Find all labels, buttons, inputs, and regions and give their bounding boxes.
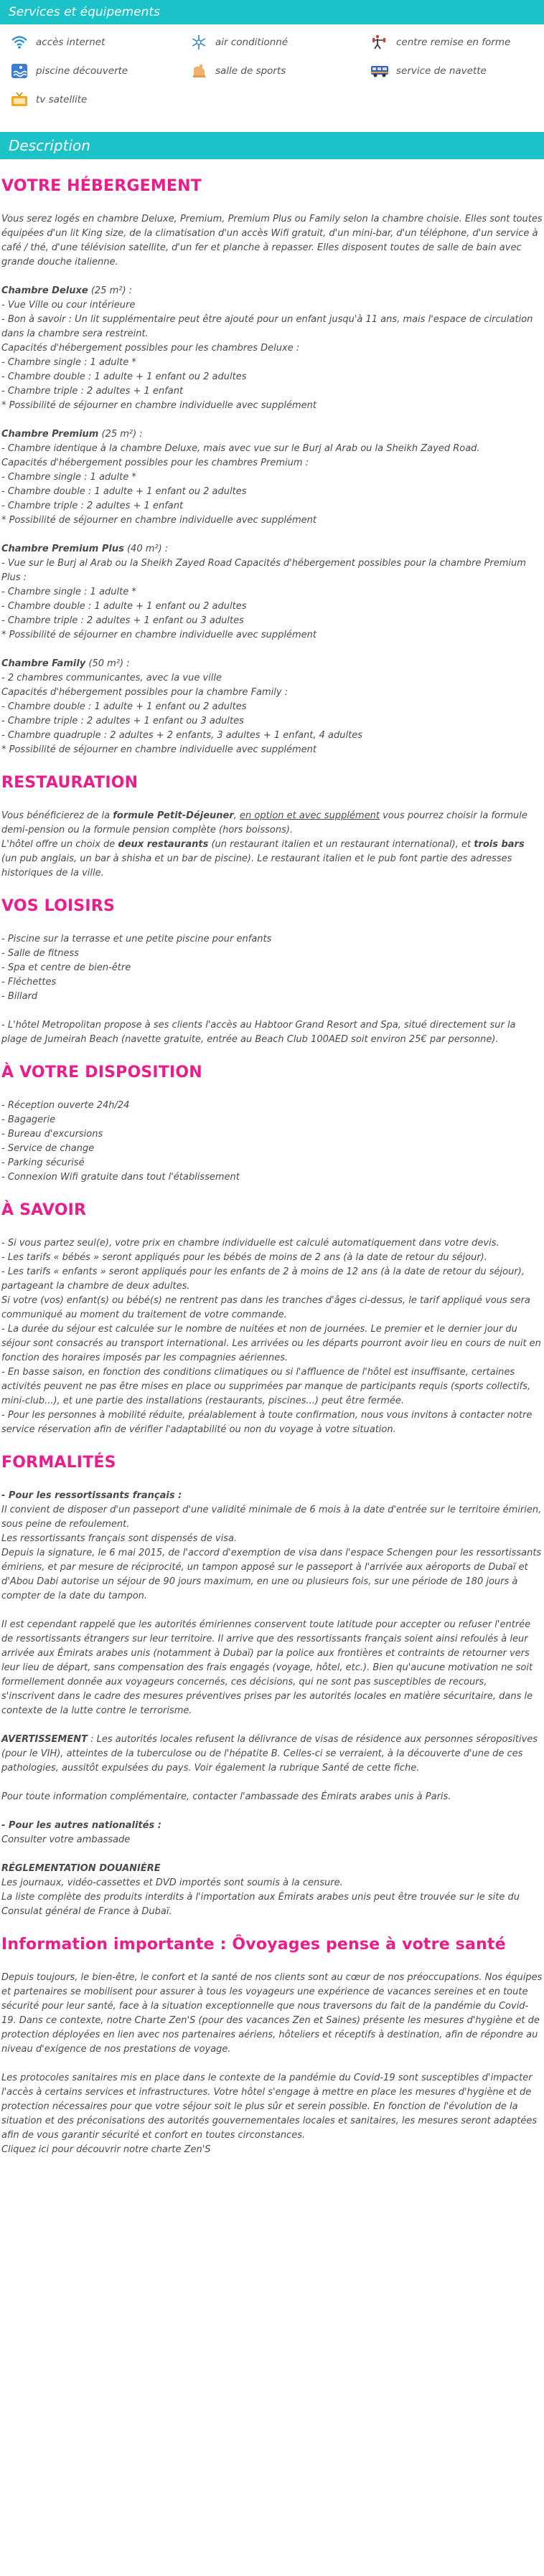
section-heading-disposition: À VOTRE DISPOSITION bbox=[1, 1064, 202, 1081]
room-line: - Vue sur le Burj al Arab ou la Sheikh Zayed Road Capacités d'hébergement possibles pour la chambre Premium Plus : bbox=[1, 558, 526, 583]
restauration-formule: formule Petit-Déjeuner bbox=[113, 810, 234, 821]
restauration-bars: trois bars bbox=[474, 839, 525, 850]
tv-icon bbox=[10, 91, 29, 108]
room-line: - Chambre single : 1 adulte * bbox=[1, 357, 136, 368]
restauration-text-part: (un restaurant italien et un restaurant international), et bbox=[208, 839, 474, 850]
service-item bbox=[370, 62, 535, 80]
sante-charte-link[interactable]: Cliquez ici pour découvrir notre charte Zen'S bbox=[1, 2144, 211, 2155]
room-line: - Vue Ville ou cour intérieure bbox=[1, 300, 136, 311]
room-size: (25 m²) : bbox=[90, 285, 133, 296]
restauration-text-part: vous pourrez choisir la formule demi-pension ou la formule pension complète (hors boissons). bbox=[1, 810, 527, 835]
formalites-line: Consulter votre ambassade bbox=[1, 1834, 131, 1845]
formalites-ambassade: Pour toute information complémentaire, contacter l'ambassade des Émirats arabes unis à Paris. bbox=[1, 1791, 451, 1802]
section-heading-savoir: À SAVOIR bbox=[1, 1201, 87, 1219]
room-name: Chambre Premium Plus bbox=[1, 544, 124, 554]
restauration-restaurants: deux restaurants bbox=[118, 839, 209, 850]
loisir-item: - Billard bbox=[1, 991, 38, 1002]
service-item bbox=[10, 90, 189, 109]
room-line: * Possibilité de séjourner en chambre individuelle avec supplément bbox=[1, 744, 316, 755]
room-line: * Possibilité de séjourner en chambre individuelle avec supplément bbox=[1, 515, 316, 526]
savoir-item: - La durée du séjour est calculée sur le nombre de nuitées et non de journées. Le premier et le dernier jour du séjour sont consacrés au transport international. Les arrivées ou les départs pourront avoir lieu en cours de nuit en fonction des horaires imposés par les compagnies aériennes. bbox=[1, 1324, 541, 1363]
disposition-item: - Service de change bbox=[1, 1143, 95, 1154]
savoir-item: - Si vous partez seul(e), votre prix en chambre individuelle est calculé automatiquement dans votre devis. bbox=[1, 1238, 500, 1249]
formalites-autres bbox=[1, 1819, 543, 1847]
formalites-douane bbox=[1, 1862, 543, 1919]
savoir-list bbox=[1, 1236, 543, 1437]
restauration-text-part: L'hôtel offre un choix de bbox=[1, 839, 118, 850]
disposition-item: - Connexion Wifi gratuite dans tout l'établissement bbox=[1, 1172, 240, 1183]
savoir-item: - Les tarifs « bébés » seront appliqués pour les bébés de moins de 2 ans (à la date de retour du séjour). bbox=[1, 1252, 487, 1263]
service-item bbox=[10, 33, 189, 52]
restauration-option: en option et avec supplément bbox=[240, 810, 380, 821]
room-title bbox=[1, 542, 543, 557]
section-heading-loisirs: VOS LOISIRS bbox=[1, 897, 115, 915]
room-line: - Chambre triple : 2 adultes + 1 enfant bbox=[1, 386, 184, 397]
room-block bbox=[1, 427, 543, 528]
room-line: - Chambre single : 1 adulte * bbox=[1, 587, 136, 597]
room-line: - Chambre triple : 2 adultes + 1 enfant ou 3 adultes bbox=[1, 615, 244, 626]
disposition-item: - Réception ouverte 24h/24 bbox=[1, 1100, 130, 1111]
disposition-list bbox=[1, 1099, 543, 1185]
description-title: Description bbox=[9, 137, 90, 154]
service-item bbox=[370, 33, 535, 52]
disposition-item: - Bureau d'excursions bbox=[1, 1129, 103, 1140]
service-label: service de navette bbox=[396, 65, 487, 77]
room-block bbox=[1, 657, 543, 757]
service-item bbox=[189, 62, 370, 80]
room-line: Capacités d'hébergement possibles pour les chambres Deluxe : bbox=[1, 343, 300, 354]
service-item bbox=[189, 33, 370, 52]
room-size: (40 m²) : bbox=[126, 544, 169, 554]
room-name: Chambre Family bbox=[1, 658, 86, 669]
room-block bbox=[1, 542, 543, 643]
description-content bbox=[0, 159, 544, 2157]
formalites-line: Il convient de disposer d'un passeport d'une validité minimale de 6 mois à la date d'entrée sur le territoire émirien, sous peine de refoulement. bbox=[1, 1505, 542, 1530]
description-header bbox=[0, 132, 544, 159]
service-label: salle de sports bbox=[215, 65, 286, 77]
snowflake-icon bbox=[189, 34, 208, 51]
sports-icon bbox=[189, 62, 208, 80]
room-line: * Possibilité de séjourner en chambre individuelle avec supplément bbox=[1, 630, 316, 640]
room-line: Capacités d'hébergement possibles pour les chambres Premium : bbox=[1, 458, 309, 468]
formalites-avertissement bbox=[1, 1733, 543, 1776]
gym-icon bbox=[370, 34, 389, 51]
savoir-item: - Pour les personnes à mobilité réduite, préalablement à toute confirmation, nous vous invitons à contacter notre service réservation afin de vérifier l'adaptabilité ou non du voyage à votre situation. bbox=[1, 1410, 533, 1435]
disposition-item: - Bagagerie bbox=[1, 1114, 56, 1125]
savoir-item: - Les tarifs « enfants » seront appliqués pour les enfants de 2 à moins de 12 ans (à la date de retour du séjour), partageant la chambre de deux adultes. bbox=[1, 1266, 525, 1292]
room-line: - Chambre double : 1 adulte + 1 enfant ou 2 adultes bbox=[1, 486, 247, 497]
loisir-item: - Fléchettes bbox=[1, 977, 57, 988]
room-line: - Bon à savoir : Un lit supplémentaire peut être ajouté pour un enfant jusqu'à 11 ans, mais l'espace de circulation dans la chambre sera restreint. bbox=[1, 314, 533, 339]
restauration-text-part: (un pub anglais, un bar à shisha et un bar de piscine). Le restaurant italien et le pub font partie des adresses historiques de la ville. bbox=[1, 853, 512, 879]
savoir-item: Si votre (vos) enfant(s) ou bébé(s) ne rentrent pas dans les tranches d'âges ci-dessus, le tarif appliqué vous sera communiqué au moment du traitement de votre commande. bbox=[1, 1295, 530, 1320]
room-line: - Chambre single : 1 adulte * bbox=[1, 472, 136, 483]
room-name: Chambre Deluxe bbox=[1, 285, 88, 296]
douane-heading: RÉGLEMENTATION DOUANIÈRE bbox=[1, 1863, 161, 1874]
loisir-item: - Piscine sur la terrasse et une petite piscine pour enfants bbox=[1, 934, 272, 944]
room-line: * Possibilité de séjourner en chambre individuelle avec supplément bbox=[1, 400, 316, 411]
room-block bbox=[1, 284, 543, 413]
service-item bbox=[10, 62, 189, 80]
room-line: - Chambre identique à la chambre Deluxe, mais avec vue sur le Burj al Arab ou la Sheikh Zayed Road. bbox=[1, 443, 480, 454]
section-heading-hebergement: VOTRE HÉBERGEMENT bbox=[1, 177, 202, 195]
formalites-line: Depuis la signature, le 6 mai 2015, de l'accord d'exemption de visa dans l'espace Schengen pour les ressortissants émiriens, et par mesure de réciprocité, un tampon apposé sur le passeport à l'arrivée aux aéroports de Dubaï et d'Abou Dabi autorise un séjour de 90 jours maximum, en une ou plusieurs fois, sur une période de 180 jours à compter de la date du tampon. bbox=[1, 1548, 542, 1601]
loisir-item: - Salle de fitness bbox=[1, 948, 80, 959]
room-line: - Chambre quadruple : 2 adultes + 2 enfants, 3 adultes + 1 enfant, 4 adultes bbox=[1, 730, 362, 741]
service-label: centre remise en forme bbox=[396, 37, 511, 48]
avertissement-text: : Les autorités locales refusent la délivrance de visas de résidence aux personnes séropositives (pour le VIH), atteintes de la tuberculose ou de l'hépatite B. Celles-ci se verraient, à la découverte d'une de ces pathologies, aussitôt expulsées du pays. Voir également la rubrique Santé de cette fiche. bbox=[1, 1734, 538, 1774]
service-label: accès internet bbox=[36, 37, 105, 48]
room-line: - Chambre double : 1 adulte + 1 enfant ou 2 adultes bbox=[1, 701, 247, 712]
pool-icon bbox=[10, 62, 29, 80]
avertissement-label: AVERTISSEMENT bbox=[1, 1734, 88, 1745]
sante-text: Depuis toujours, le bien-être, le confort et la santé de nos clients sont au cœur de nos préoccupations. Nos équipes et partenaires se mobilisent pour assurer à tous les voyageurs une expérience de vacances sereines et en toute sécurité pour leur santé, face à la situation exceptionnelle que nous traversons du fait de la pandémie du Covid-19. Dans ce contexte, notre Charte Zen'S (pour des vacances Zen et Saines) présente les mesures d'hygiène et de protection déployées en lien avec nos partenaires aériens, hôteliers et réceptifs à destination, afin de répondre au niveau d'exigence de nos prestations de voyage. bbox=[1, 1972, 543, 2055]
douane-line: La liste complète des produits interdits à l'importation aux Émirats arabes unis peut être trouvée sur le site du Consulat général de France à Dubaï. bbox=[1, 1892, 520, 1917]
section-heading-formalites: FORMALITÉS bbox=[1, 1454, 116, 1472]
service-label: tv satellite bbox=[36, 94, 88, 105]
shuttle-icon bbox=[370, 62, 389, 80]
restauration-text-part: , bbox=[233, 810, 240, 821]
formalites-subheading: - Pour les autres nationalités : bbox=[1, 1820, 161, 1831]
services-title: Services et équipements bbox=[9, 5, 160, 19]
formalites-rappel: Il est cependant rappelé que les autorités émiriennes conservent toute latitude pour accepter ou refuser l'entrée de ressortissants étrangers sur leur territoire. Il arrive que des ressortissants français soient ainsi refoulés à leur arrivée aux Émirats arabes unis (notamment à Dubaï) par la police aux frontières et contraints de retourner vers leur lieu de départ, sans compensation des frais engagés (voyage, hôtel, etc.). Bien qu'aucune motivation ne soit formellement donnée aux voyageurs concernés, ces décisions, qui ne sont pas susceptibles de recours, s'inscrivent dans le cadre des mesures préventives prises par les autorités locales en matière sécuritaire, dans le contexte de la lutte contre le terrorisme. bbox=[1, 1619, 533, 1716]
room-line: - Chambre triple : 2 adultes + 1 enfant bbox=[1, 501, 184, 511]
restauration-text-part: Vous bénéficierez de la bbox=[1, 810, 113, 821]
loisirs-list bbox=[1, 932, 543, 1004]
room-title bbox=[1, 427, 543, 442]
room-title bbox=[1, 284, 543, 298]
sante-text: Les protocoles sanitaires mis en place dans le contexte de la pandémie du Covid-19 sont susceptibles d'impacter l'accès à certains services et infrastructures. Votre hôtel s'engage à mettre en place les mesures d'hygiène et de protection nécessaires pour que votre séjour soit le plus sûr et serein possible. En fonction de l'évolution de la situation et des préconisations des autorités gouvernementales locales et sanitaires, les mesures seront adaptées afin de vous garantir sécurité et confort en toutes circonstances. bbox=[1, 2073, 538, 2141]
service-label: piscine découverte bbox=[36, 65, 128, 77]
formalites-francais bbox=[1, 1489, 543, 1604]
loisirs-note: - L'hôtel Metropolitan propose à ses clients l'accès au Habtoor Grand Resort and Spa, situé directement sur la plage de Jumeirah Beach (navette gratuite, entrée au Beach Club 100AED soit environ 25€ par personne). bbox=[1, 1020, 516, 1045]
section-heading-restauration: RESTAURATION bbox=[1, 774, 139, 792]
room-size: (50 m²) : bbox=[88, 658, 130, 669]
douane-line: Les journaux, vidéo-cassettes et DVD importés sont soumis à la censure. bbox=[1, 1877, 343, 1888]
room-line: - Chambre double : 1 adulte + 1 enfant ou 2 adultes bbox=[1, 371, 247, 382]
disposition-item: - Parking sécurisé bbox=[1, 1157, 85, 1168]
wifi-icon bbox=[10, 34, 29, 51]
room-name: Chambre Premium bbox=[1, 429, 99, 440]
room-line: - Chambre double : 1 adulte + 1 enfant ou 2 adultes bbox=[1, 601, 247, 612]
room-line: - Chambre triple : 2 adultes + 1 enfant ou 3 adultes bbox=[1, 716, 244, 726]
section-heading-sante: Information importante : Ôvoyages pense à votre santé bbox=[1, 1936, 506, 1954]
service-label: air conditionné bbox=[215, 37, 289, 48]
restauration-text bbox=[1, 809, 543, 881]
room-line: Capacités d'hébergement possibles pour la chambre Family : bbox=[1, 687, 289, 698]
loisir-item: - Spa et centre de bien-être bbox=[1, 962, 131, 973]
room-size: (25 m²) : bbox=[101, 429, 143, 440]
formalites-line: Les ressortissants français sont dispensés de visa. bbox=[1, 1533, 238, 1544]
room-line: - 2 chambres communicantes, avec la vue ville bbox=[1, 673, 222, 683]
hebergement-intro: Vous serez logés en chambre Deluxe, Premium, Premium Plus ou Family selon la chambre choisie. Elles sont toutes équipées d'un lit King size, de la climatisation d'un accès Wifi gratuit, d'un mini-bar, d'un téléphone, d'un service à café / thé, d'une télévision satellite, d'un fer et planche à repasser. Elles disposent toutes de salle de bain avec grande douche italienne. bbox=[1, 214, 543, 267]
services-list bbox=[0, 24, 544, 116]
formalites-subheading: - Pour les ressortissants français : bbox=[1, 1490, 182, 1501]
services-header bbox=[0, 0, 544, 24]
room-title bbox=[1, 657, 543, 671]
savoir-item: - En basse saison, en fonction des conditions climatiques ou si l'affluence de l'hôtel est insuffisante, certaines activités peuvent ne pas être mises en place ou supprimées par manque de participants requis (sports collectifs, mini-club...), et une partie des installations (restaurants, piscines...) peut être fermée. bbox=[1, 1367, 531, 1406]
